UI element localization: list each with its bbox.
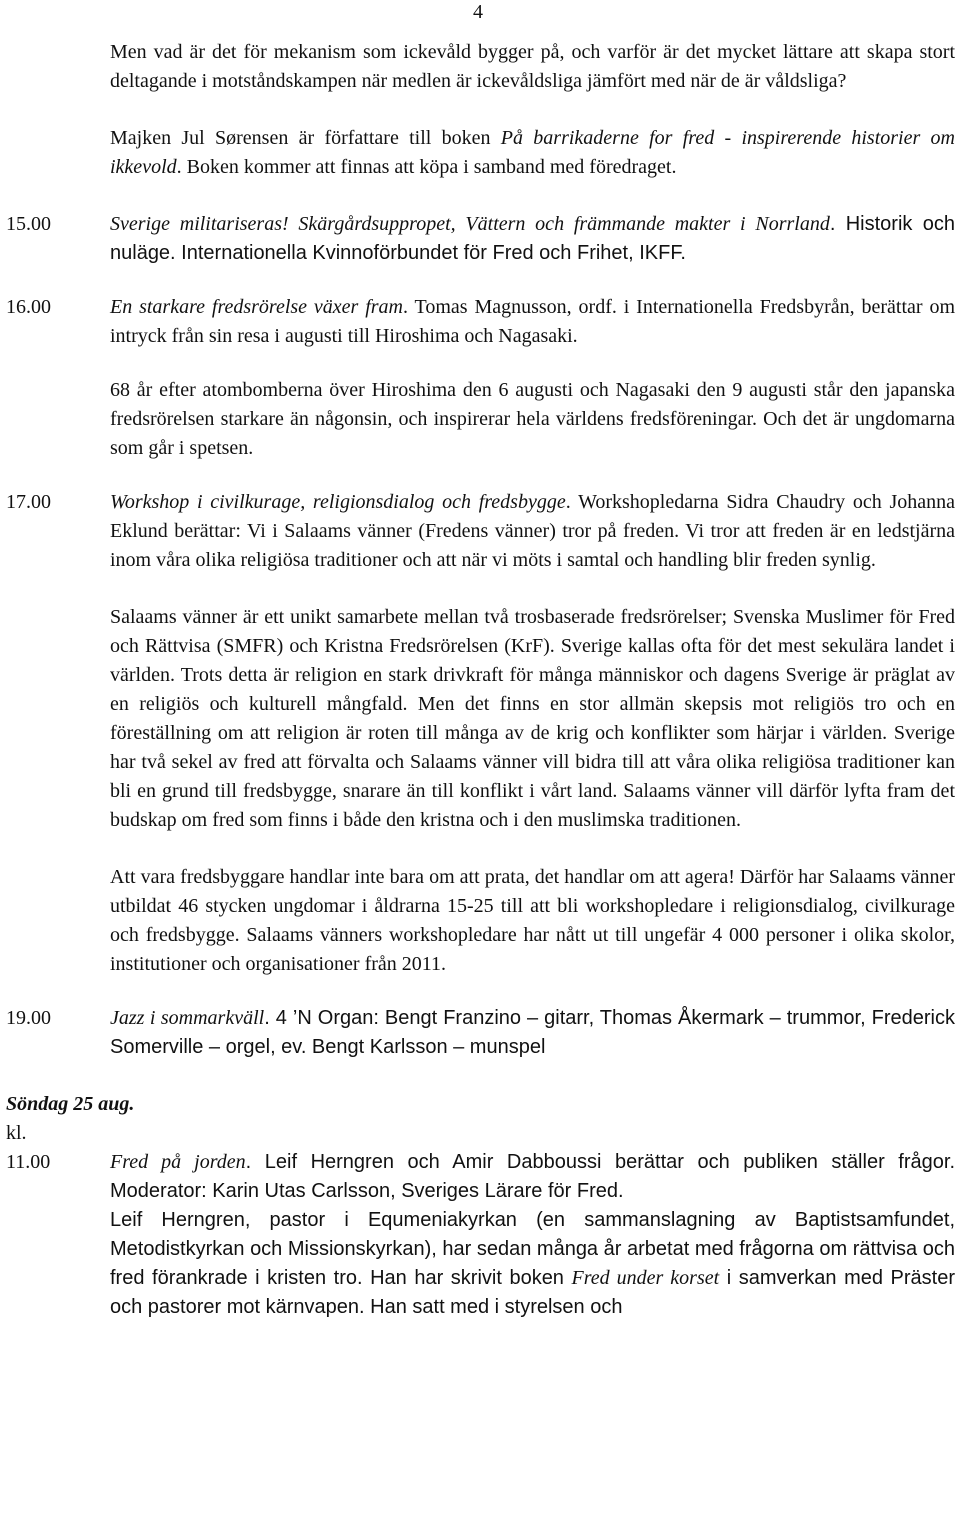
schedule-item-1600 — [0, 293, 960, 351]
schedule-title: En starkare fredsrörelse växer fram — [110, 296, 404, 318]
day-heading: Söndag 25 aug. — [6, 1093, 135, 1115]
schedule-time: 19.00 — [6, 1007, 51, 1029]
book-title-2: Fred under korset — [571, 1267, 720, 1289]
schedule-text: . Workshopledarna Sidra Chaudry och Johanna Eklund berättar: Vi i Salaams vänner (Fredens vänner) tror på freden. Vi tror att freden är en ledstjärna inom våra olika religiösa traditioner och att när vi möts i samtal och handling blir freden synlig. — [110, 491, 955, 571]
schedule-time: 15.00 — [6, 213, 51, 235]
kl-label: kl. — [6, 1122, 27, 1144]
page-number: 4 — [473, 1, 483, 23]
schedule-time: 17.00 — [6, 491, 51, 513]
schedule-extra-text: Leif Herngren, pastor i Equmeniakyrkan (en sammanslagning av Baptistsamfundet, Metodistkyrkan och Missionskyrkan), har sedan många år arbetat med frågorna om rättvisa och fred förankrade i kristen tro. Han har skrivit boken — [110, 1209, 955, 1289]
schedule-text: . 4 ’N Organ: Bengt Franzino – gitarr, Thomas Åkermark – trummor, Frederick Somerville – orgel, ev. Bengt Karlsson – munspel — [110, 1007, 955, 1058]
author-text: Majken Jul Sørensen är författare till boken — [110, 127, 501, 149]
schedule-title: Workshop i civilkurage, religionsdialog och fredsbygge — [110, 491, 566, 513]
author-paragraph — [110, 124, 955, 182]
schedule-time: 11.00 — [6, 1151, 51, 1173]
schedule-extra-paragraph — [110, 1206, 955, 1322]
schedule-title: Fred på jorden — [110, 1151, 246, 1173]
schedule-text: . Leif Herngren och Amir Dabboussi berättar och publiken ställer frågor. Moderator: Karin Utas Carlsson, Sveriges Lärare för Fred. — [110, 1151, 956, 1202]
schedule-item-1700 — [0, 488, 960, 575]
schedule-title: Sverige militariseras! Skärgårdsuppropet, Vättern och främmande makter i Norrland — [110, 213, 830, 235]
intro-paragraph: Men vad är det för mekanism som ickevåld bygger på, och varför är det mycket lättare att skapa stort deltagande i motståndskampen när medlen är ickevåldsliga jämfört med när de är våldsliga? — [110, 41, 955, 92]
schedule-item-1500 — [0, 210, 960, 268]
author-text-end: . Boken kommer att finnas att köpa i samband med föredraget. — [176, 156, 677, 178]
schedule-extra-paragraph: Salaams vänner är ett unikt samarbete mellan två trosbaserade fredsrörelser; Svenska Muslimer för Fred och Rättvisa (SMFR) och Kristna Fredsrörelsen (KrF). Sverige kallas ofta för det mest sekulära landet i världen. Trots detta är religion en stark drivkraft för många människor och dagens Sverige är präglat av en religiös och kulturell mångfald. Men det finns en stor allmän skepsis mot religiös tro och en föreställning om att religion är roten till många av de krig och konflikter som härjar i världen. Sverige har två sekel av fred att förvalta och Salaams vänner vill bidra till att våra olika religiösa traditioner kan bli en grund till fredsbygge, snarare än till konflikt i vårt land. Salaams vänner vill därför lyfta fram det budskap om fred som finns i både den kristna och i den muslimska traditionen. — [110, 606, 955, 831]
document-body — [0, 38, 960, 1322]
schedule-title: Jazz i sommarkväll — [110, 1007, 265, 1029]
schedule-extra-text-end: i samverkan med Präster och pastorer mot kärnvapen. Han satt med i styrelsen och — [110, 1267, 956, 1318]
book-title: På barrikaderne for fred - inspirerende historier om ikkevold — [110, 127, 955, 178]
schedule-extra-paragraph: 68 år efter atombomberna över Hiroshima den 6 augusti och Nagasaki den 9 augusti står den japanska fredsrörelsen starkare än någonsin, och inspirerar hela världens fredsföreningar. Och det är ungdomarna som går i spetsen. — [110, 379, 955, 459]
schedule-item-1100 — [0, 1148, 960, 1206]
schedule-extra-paragraph-2: Att vara fredsbyggare handlar inte bara om att prata, det handlar om att agera! Därför har Salaams vänner utbildat 46 stycken ungdomar i åldrarna 15-25 till att bli workshopledare i religionsdialog, civilkurage och fredsbygge. Salaams vänners workshopledare har nått ut till ungefär 4 000 personer i olika skolor, institutioner och organisationer från 2011. — [110, 866, 955, 975]
schedule-text: . Historik och nuläge. Internationella Kvinnoförbundet för Fred och Frihet, IKFF. — [110, 213, 955, 264]
schedule-text: . Tomas Magnusson, ordf. i Internationella Fredsbyrån, berättar om intryck från sin resa i augusti till Hiroshima och Nagasaki. — [110, 296, 955, 347]
schedule-item-1900 — [0, 1004, 960, 1062]
schedule-time: 16.00 — [6, 296, 51, 318]
